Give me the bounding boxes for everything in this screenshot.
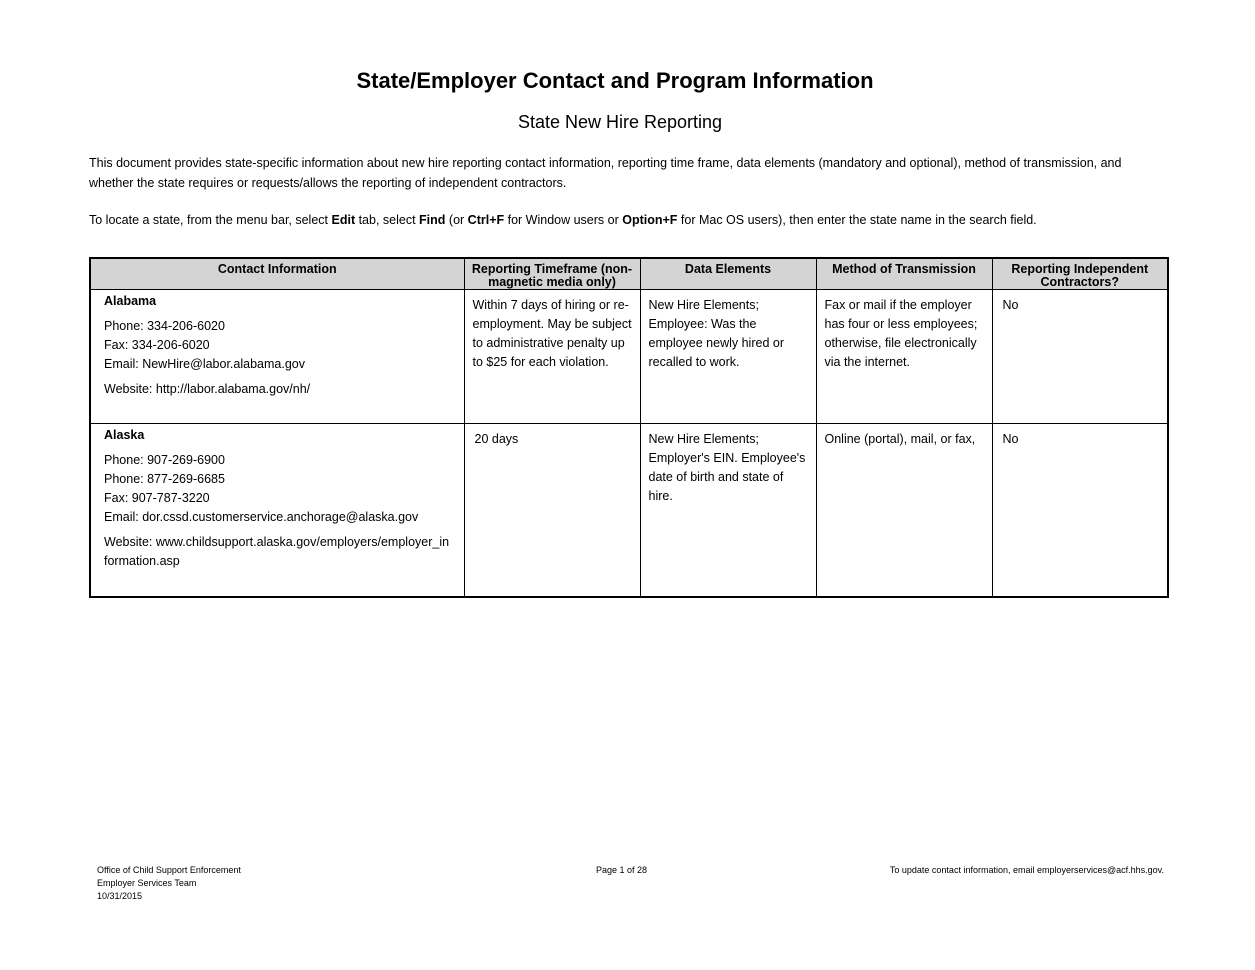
column-header: Contact Information: [90, 258, 464, 290]
column-header: Method of Transmission: [816, 258, 992, 290]
state-table: [89, 257, 1169, 598]
page-subtitle: State New Hire Reporting: [517, 112, 723, 132]
contact-line: Email: dor.cssd.customerservice.anchorage@alaska.gov: [104, 510, 419, 524]
contractors-cell: No: [992, 290, 1168, 424]
elements-cell: New Hire Elements; Employer's EIN. Employee's date of birth and state of hire.: [640, 424, 816, 597]
footer-line: Employer Services Team: [97, 878, 197, 888]
contact-line: Fax: 907-787-3220: [104, 491, 210, 505]
state-name: Alaska: [104, 428, 145, 442]
instructions-paragraph: To locate a state, from the menu bar, select Edit tab, select Find (or Ctrl+F for Window users or Option+F for Mac OS users), then enter the state name in the search field.: [89, 213, 1037, 227]
contact-line: Phone: 877-269-6685: [104, 472, 225, 486]
footer-line: Office of Child Support Enforcement: [97, 865, 241, 875]
timeframe-cell: 20 days: [464, 424, 640, 597]
website-line: Website: http://labor.alabama.gov/nh/: [104, 382, 311, 396]
footer-right: To update contact information, email employerservices@acf.hhs.gov.: [889, 865, 1164, 875]
method-cell: Fax or mail if the employer has four or less employees; otherwise, file electronically via the internet.: [816, 290, 992, 424]
elements-cell: New Hire Elements; Employee: Was the employee newly hired or recalled to work.: [640, 290, 816, 424]
column-header: Reporting Timeframe (non-magnetic media only): [464, 258, 640, 290]
page-number: Page 1 of 28: [596, 865, 648, 875]
state-name: Alabama: [104, 294, 157, 308]
contact-line: Phone: 334-206-6020: [104, 319, 225, 333]
footer-line: 10/31/2015: [97, 891, 143, 901]
footer-left: [97, 864, 241, 903]
table-header-row: [90, 258, 1168, 290]
table-row: [90, 290, 1168, 424]
timeframe-cell: Within 7 days of hiring or re-employment. May be subject to administrative penalty up to $25 for each violation.: [464, 290, 640, 424]
column-header: Data Elements: [640, 258, 816, 290]
table-row: [90, 424, 1168, 597]
contact-line: Fax: 334-206-6020: [104, 338, 210, 352]
method-cell: Online (portal), mail, or fax,: [816, 424, 992, 597]
intro-paragraph: This document provides state-specific information about new hire reporting contact information, reporting time frame, data elements (mandatory and optional), method of transmission, and whether the state requires or requests/allows the reporting of independent contractors.: [89, 156, 1122, 190]
contact-line: Email: NewHire@labor.alabama.gov: [104, 357, 305, 371]
website-line: Website: www.childsupport.alaska.gov/employers/employer_information.asp: [104, 535, 450, 568]
page-title: State/Employer Contact and Program Information: [356, 68, 874, 93]
column-header: Reporting Independent Contractors?: [992, 258, 1168, 290]
contractors-cell: No: [992, 424, 1168, 597]
contact-line: Phone: 907-269-6900: [104, 453, 225, 467]
